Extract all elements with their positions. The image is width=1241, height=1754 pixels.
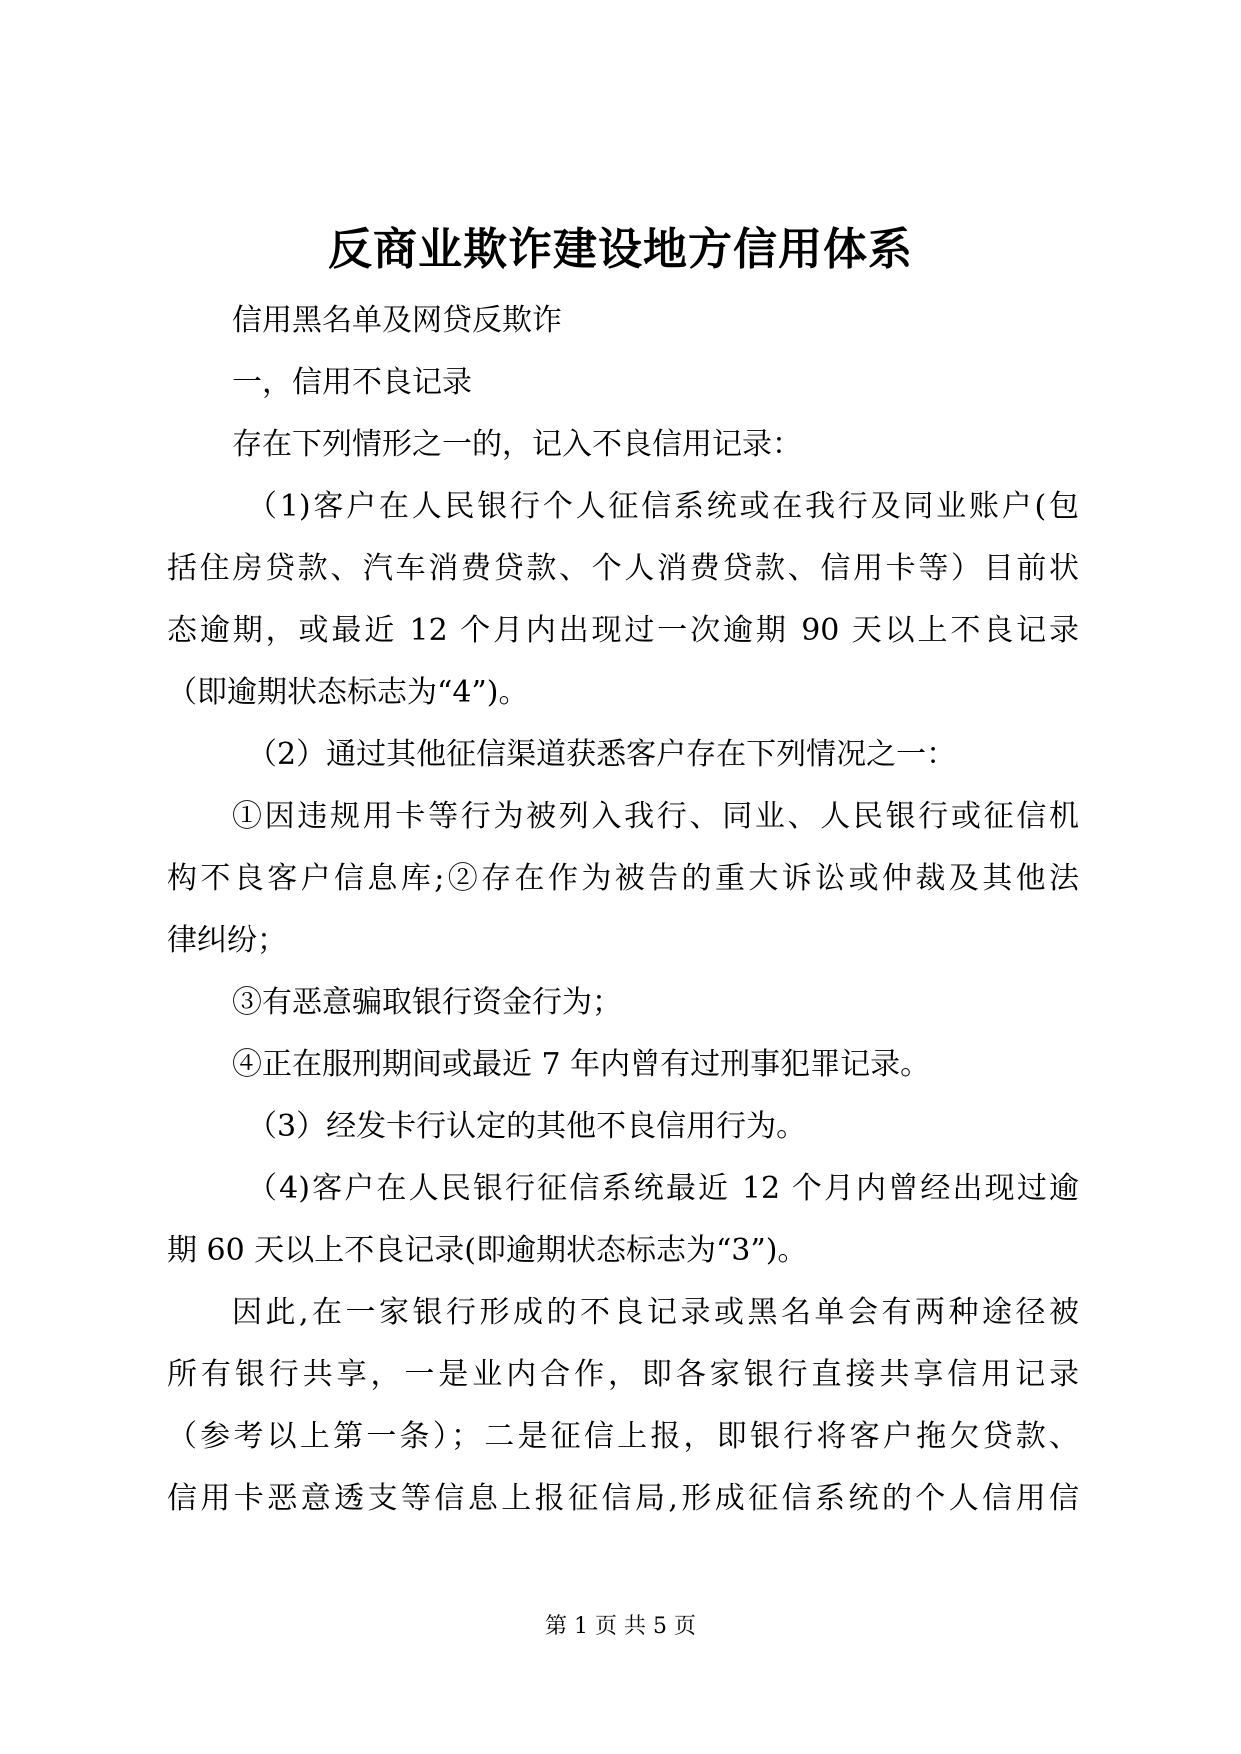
paragraph-line: 存在下列情形之一的，记入不良信用记录： <box>232 427 802 462</box>
paragraph-line: （3）经发卡行认定的其他不良信用行为。 <box>247 1109 807 1144</box>
paragraph-line: 律纠纷； <box>167 923 287 958</box>
paragraph-line: （2）通过其他征信渠道获悉客户存在下列情况之一： <box>247 737 957 772</box>
paragraph-line: ①因违规用卡等行为被列入我行、同业、人民银行或征信机 <box>232 799 1079 834</box>
paragraph-line: 态逾期，或最近 12 个月内出现过一次逾期 90 天以上不良记录 <box>167 613 1079 648</box>
paragraph-line: 信用黑名单及网贷反欺诈 <box>232 303 562 338</box>
paragraph-line: 期 60 天以上不良记录(即逾期状态标志为“3”)。 <box>167 1233 808 1268</box>
document-title: 反商业欺诈建设地方信用体系 <box>328 224 913 275</box>
paragraph-line: （即逾期状态标志为“4”)。 <box>167 675 529 710</box>
document-body <box>167 290 1079 1530</box>
paragraph-line: （1)客户在人民银行个人征信系统或在我行及同业账户(包 <box>247 489 1079 524</box>
paragraph-line: 括住房贷款、汽车消费贷款、个人消费贷款、信用卡等）目前状 <box>167 551 1079 586</box>
paragraph-line: 构不良客户信息库;②存在作为被告的重大诉讼或仲裁及其他法 <box>167 861 1079 896</box>
paragraph-line: ③有恶意骗取银行资金行为； <box>232 985 622 1020</box>
paragraph-line: 一，信用不良记录 <box>232 365 472 400</box>
page-footer: 第 1 页 共 5 页 <box>545 1614 696 1639</box>
paragraph-line: 因此,在一家银行形成的不良记录或黑名单会有两种途径被 <box>232 1295 1079 1330</box>
paragraph-line: 所有银行共享，一是业内合作，即各家银行直接共享信用记录 <box>167 1357 1079 1392</box>
paragraph-line: （4)客户在人民银行征信系统最近 12 个月内曾经出现过逾 <box>247 1171 1079 1206</box>
paragraph-line: 信用卡恶意透支等信息上报征信局,形成征信系统的个人信用信 <box>167 1481 1079 1516</box>
paragraph-line: ④正在服刑期间或最近 7 年内曾有过刑事犯罪记录。 <box>232 1047 931 1082</box>
paragraph-line: （参考以上第一条）；二是征信上报，即银行将客户拖欠贷款、 <box>167 1419 1079 1454</box>
